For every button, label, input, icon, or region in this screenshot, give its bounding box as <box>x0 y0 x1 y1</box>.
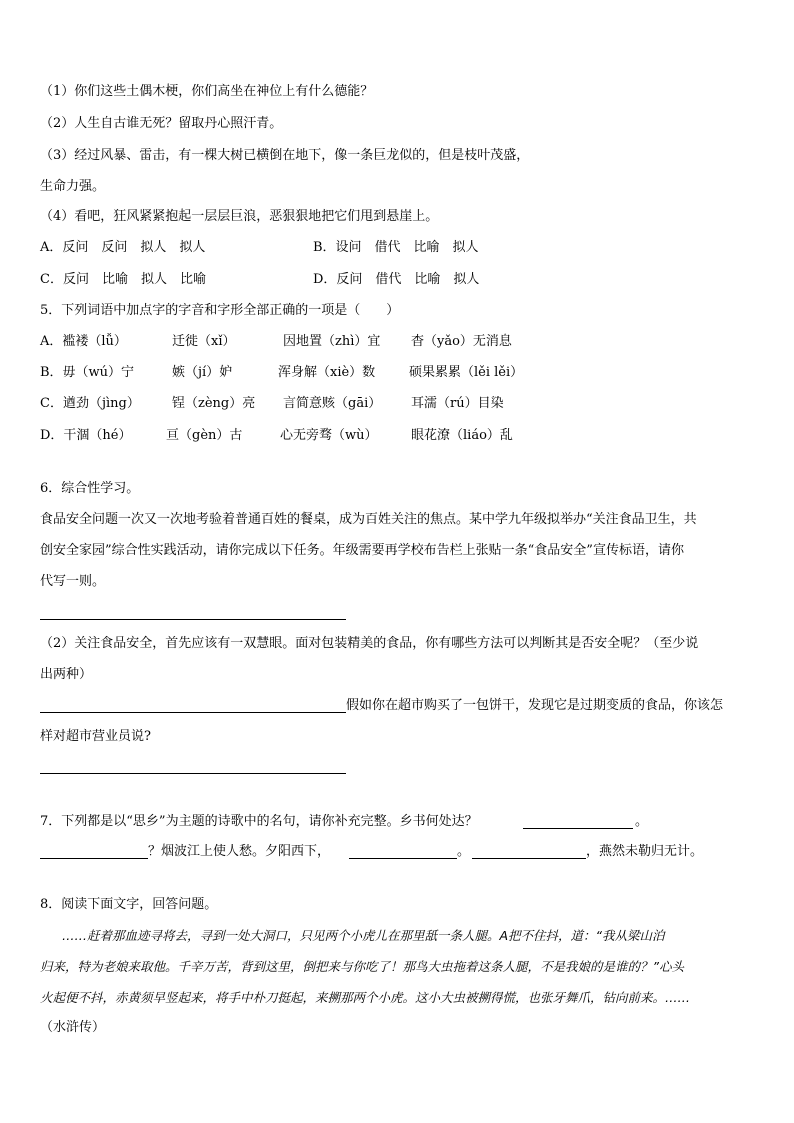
q7-line-2-b: 。 <box>457 844 471 859</box>
q4-item-3: （3）经过风暴、雷击，有一棵大树已横倒在地下，像一条巨龙似的，但是枝叶茂盛， <box>40 148 530 163</box>
q5-c-1: C．遒劲（jìng） <box>40 396 140 411</box>
q4-option-a: A．反问 反问 拟人 拟人 <box>40 240 206 255</box>
q6-sub3-b: 样对超市营业员说? <box>40 729 151 744</box>
q8-passage-line-3: 火起便不抖，赤黄须早竖起来，将手中朴刀挺起，来搠那两个小虎。这小大虫被搠得慌，也张牙舞爪，钻向前来。…… <box>40 990 691 1005</box>
q8-passage-line-2: 归来，特为老娘来取他。千辛万苦，背到这里，倒把来与你吃了！那鸟大虫拖着这条人腿，不是我娘的是谁的？”心头 <box>40 959 684 974</box>
q7-line-1: 7．下列都是以“思乡”为主题的诗歌中的名句，请你补充完整。乡书何处达？ <box>40 814 478 829</box>
q5-c-2: 锃（zèng）亮 <box>172 396 256 411</box>
q5-b-4: 硕果累累（lěi lěi） <box>409 365 524 380</box>
q8-passage-line-1: ……赶着那血迹寻将去，寻到一处大洞口，只见两个小虎儿在那里舐一条人腿。A把不住抖，道：“我从梁山泊 <box>62 928 665 943</box>
q5-d-4: 眼花潦（liáo）乱 <box>411 428 513 443</box>
q8-source: （水浒传） <box>40 1020 106 1035</box>
q6-sub3-a: 假如你在超市购买了一包饼干，发现它是过期变质的食品，你该怎 <box>346 698 724 713</box>
q6-sub2-b: 出两种） <box>40 667 93 682</box>
q5-a-2: 迁徙（xǐ） <box>172 334 236 349</box>
q4-item-3-cont: 生命力强。 <box>40 179 106 194</box>
q6-intro-3: 代写一则。 <box>40 574 106 589</box>
q4-option-d: D．反问 借代 比喻 拟人 <box>313 272 480 287</box>
q7-line-1-end: 。 <box>635 814 649 829</box>
q7-blank-2[interactable] <box>40 858 148 859</box>
q7-blank-4[interactable] <box>472 858 586 859</box>
q6-answer-line-2[interactable] <box>40 712 346 713</box>
q5-a-3: 因地置（zhì）宜 <box>283 334 381 349</box>
q4-item-2: （2）人生自古谁无死？留取丹心照汗青。 <box>40 116 283 131</box>
q5-c-3: 言简意赅（gāi） <box>283 396 382 411</box>
q4-item-1: （1）你们这些土偶木梗，你们高坐在神位上有什么德能？ <box>40 84 374 99</box>
q7-line-2-c: ，燕然未勒归无计。 <box>586 844 704 859</box>
q5-d-3: 心无旁骛（wù） <box>280 428 378 443</box>
q5-b-3: 浑身解（xiè）数 <box>278 365 376 380</box>
q7-blank-3[interactable] <box>349 858 457 859</box>
q6-sub2-a: （2）关注食品安全，首先应该有一双慧眼。面对包装精美的食品，你有哪些方法可以判断其是否安全呢？（至少说 <box>40 636 699 651</box>
q5-d-2: 亘（gèn）古 <box>166 428 243 443</box>
q6-intro-1: 食品安全问题一次又一次地考验着普通百姓的餐桌，成为百姓关注的焦点。某中学九年级拟举办“关注食品卫生，共 <box>40 512 697 527</box>
q4-option-b: B．设问 借代 比喻 拟人 <box>313 240 479 255</box>
q5-a-1: A．褴褛（lǚ） <box>40 334 127 349</box>
q5-b-2: 嫉（jí）妒 <box>172 365 233 380</box>
q8-title: 8．阅读下面文字，回答问题。 <box>40 897 218 912</box>
q5-stem: 5．下列词语中加点字的字音和字形全部正确的一项是（ ） <box>40 303 400 318</box>
q6-intro-2: 创安全家园”综合性实践活动，请你完成以下任务。年级需要再学校布告栏上张贴一条“食品安全”宣传标语，请你 <box>40 543 684 558</box>
q5-b-1: B．毋（wú）宁 <box>40 365 135 380</box>
q6-title: 6．综合性学习。 <box>40 481 140 496</box>
q6-answer-line-1[interactable] <box>40 619 346 620</box>
q5-c-4: 耳濡（rú）目染 <box>411 396 504 411</box>
q7-line-2-a: ？烟波江上使人愁。夕阳西下， <box>148 844 331 859</box>
q4-item-4: （4）看吧，狂风紧紧抱起一层层巨浪，恶狠狠地把它们甩到悬崖上。 <box>40 209 439 224</box>
q5-d-1: D．干涸（hé） <box>40 428 132 443</box>
q4-option-c: C．反问 比喻 拟人 比喻 <box>40 272 206 287</box>
q7-blank-1[interactable] <box>523 828 633 829</box>
q6-answer-line-3[interactable] <box>40 773 346 774</box>
q5-a-4: 杳（yǎo）无消息 <box>411 334 512 349</box>
